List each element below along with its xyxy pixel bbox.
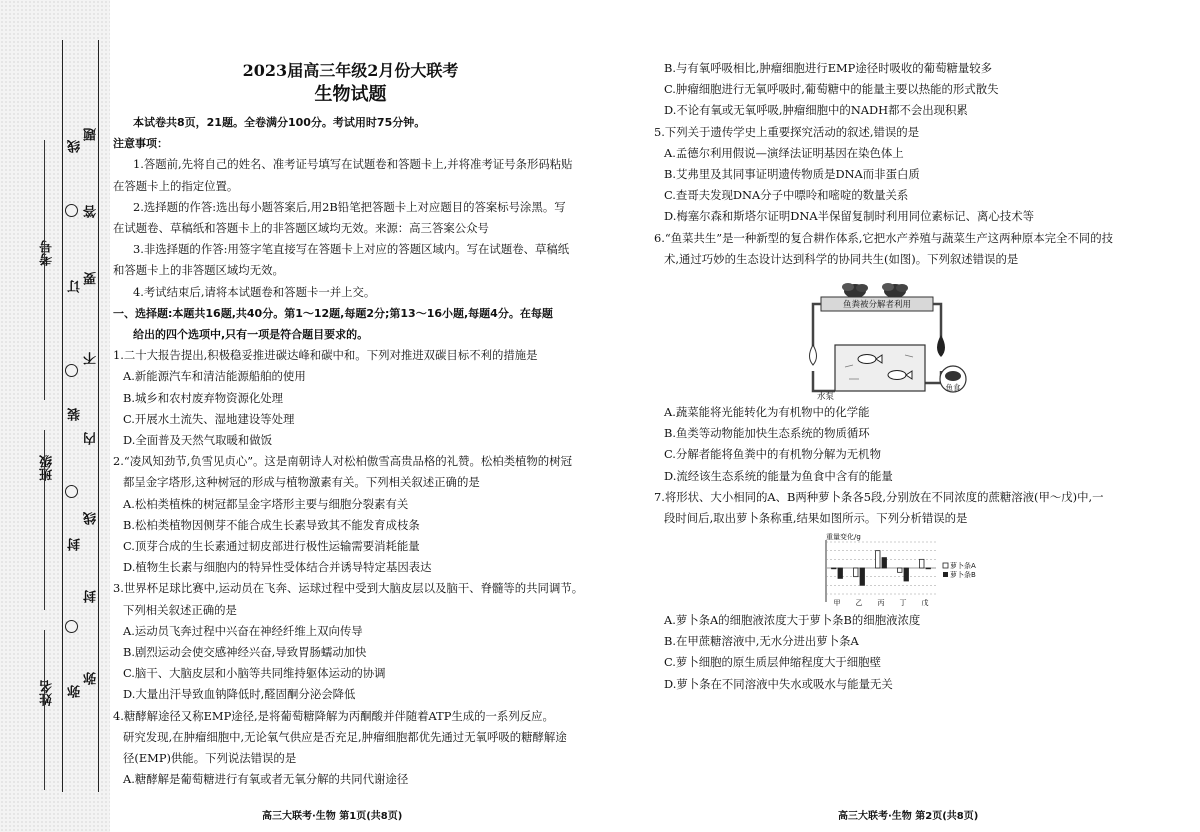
footer-page-1: 高三大联考·生物 第1页(共8页)	[262, 811, 403, 822]
option-c: C.脑干、大脑皮层和小脑等共同维持躯体运动的协调	[123, 666, 386, 681]
chart-ylabel: 重量变化/g	[826, 533, 861, 541]
subject-title: 生物试题	[314, 84, 387, 105]
page-1-column	[113, 60, 588, 791]
question-stem-cont: 下列相关叙述正确的是	[123, 602, 237, 617]
note-line: 在答题卡上的指定位置。	[113, 178, 239, 193]
option-d: D.大量出汗导致血钠降低时,醛固酮分泌会降低	[123, 687, 356, 702]
bar-b	[926, 568, 931, 569]
note-line: 1.答题前,先将自己的姓名、准考证号填写在试题卷和答题卡上,并将准考证号条形码粘贴	[133, 157, 573, 172]
option-d: D.全面普及天然气取暖和做饭	[123, 433, 273, 448]
label-exam-number: 考号	[40, 240, 55, 266]
legend	[943, 561, 976, 579]
exam-title: 2023届高三年级2月份大联考	[242, 61, 459, 80]
bar-b	[882, 558, 887, 568]
legend-label-a: 萝卜条A	[950, 562, 976, 570]
category-label: 甲	[833, 599, 841, 607]
seal-word: 封	[84, 590, 99, 603]
option-b: B.艾弗里及其同事证明遗传物质是DNA而非蛋白质	[664, 167, 920, 182]
exam-number-underline	[44, 140, 45, 400]
q4-option-c: C.肿瘤细胞进行无氧呼吸时,葡萄糖中的能量主要以热能的形式散失	[664, 82, 999, 97]
seal-circle	[65, 364, 78, 377]
exam-summary: 本试卷共8页，21题。全卷满分100分。考试用时75分钟。	[133, 116, 426, 129]
category-label: 乙	[855, 599, 863, 607]
category-label: 丙	[877, 599, 885, 607]
option-a: A.糖酵解是葡萄糖进行有氧或者无氧分解的共同代谢途径	[123, 772, 409, 787]
pump-label: 水泵	[817, 392, 835, 402]
seal-word: 弥	[68, 685, 83, 698]
seal-word: 弥	[84, 672, 99, 685]
q4-option-d: D.不论有氧或无氧呼吸,肿瘤细胞中的NADH都不会出现积累	[664, 103, 968, 118]
label-class: 班级	[40, 455, 55, 481]
label-name: 姓名	[40, 680, 55, 706]
seal-word: 线	[68, 140, 83, 153]
seal-circle	[65, 204, 78, 217]
question-stem-cont: 研究发现,在肿瘤细胞中,无论氧气供应是否充足,肿瘤细胞都优先通过无氧呼吸的糖酵解途	[123, 729, 567, 744]
seal-word: 装	[68, 408, 83, 421]
option-c: C.顶芽合成的生长素通过韧皮部进行极性运输需要消耗能量	[123, 539, 420, 554]
fish-food-label: 鱼食	[945, 383, 961, 392]
section-heading-cont: 给出的四个选项中,只有一项是符合题目要求的。	[133, 328, 369, 342]
question-stem: 1.二十大报告提出,积极稳妥推进碳达峰和碳中和。下列对推进双碳目标不利的措施是	[113, 348, 538, 363]
bar-b	[838, 568, 843, 578]
q4-option-b: B.与有氧呼吸相比,肿瘤细胞进行EMP途径时吸收的葡萄糖量较多	[664, 61, 993, 75]
question-7-stem	[654, 487, 1154, 529]
section-heading: 一、选择题:本题共16题,共40分。第1～12题,每题2分;第13～16小题,每题4分。在每题	[113, 306, 553, 320]
option-b: B.城乡和农村废弃物资源化处理	[123, 390, 284, 405]
question-2	[113, 451, 588, 578]
bar-a	[876, 551, 881, 568]
option-a: A.孟德尔利用假说—演绎法证明基因在染色体上	[664, 145, 904, 160]
bar-chart	[812, 530, 992, 610]
seal-circle	[65, 485, 78, 498]
q7-option-a: A.萝卜条A的细胞液浓度大于萝卜条B的细胞液浓度	[664, 613, 921, 627]
bar-a	[832, 568, 837, 569]
seal-word: 题	[84, 128, 99, 141]
option-b: B.剧烈运动会使交感神经兴奋,导致胃肠蠕动加快	[123, 645, 367, 660]
question-stem-cont: 段时间后,取出萝卜条称重,结果如图所示。下列分析错误的是	[664, 511, 968, 526]
seal-line-outer	[62, 40, 63, 792]
seal-circle	[65, 620, 78, 633]
binding-margin	[0, 0, 110, 832]
bar-b	[860, 568, 865, 585]
option-a: A.新能源汽车和清洁能源船舶的使用	[123, 369, 306, 384]
option-d: D.植物生长素与细胞内的特异性受体结合并诱导特定基因表达	[123, 560, 432, 575]
aquaponics-diagram	[805, 283, 970, 403]
question-stem-cont: 径(EMP)供能。下列说法错误的是	[123, 751, 297, 766]
note-line: 4.考试结束后,请将本试题卷和答题卡一并上交。	[133, 284, 376, 299]
fish-tank	[835, 345, 925, 391]
question-4	[113, 706, 588, 791]
q6-option-b: B.鱼类等动物能加快生态系统的物质循环	[664, 426, 870, 441]
seal-word: 订	[68, 280, 83, 293]
question-stem-cont: 都呈金字塔形,这种树冠的形成与植物激素有关。下列相关叙述正确的是	[123, 475, 480, 490]
name-underline	[44, 630, 45, 790]
q6-option-d: D.流经该生态系统的能量为鱼食中含有的能量	[664, 468, 893, 483]
bar-a	[854, 568, 859, 577]
page-2-column-q7-options	[654, 610, 1154, 695]
bar-b	[904, 568, 909, 581]
option-a: A.松柏类植株的树冠都呈金字塔形主要与细胞分裂素有关	[123, 496, 409, 511]
category-label: 戊	[921, 599, 929, 607]
note-line: 和答题卡上的非答题区域均无效。	[113, 263, 284, 278]
legend-swatch-b	[943, 572, 948, 577]
seal-word: 内	[84, 432, 99, 445]
question-stem-cont: 术,通过巧妙的生态设计达到科学的协同共生(如图)。下列叙述错误的是	[664, 251, 1019, 266]
option-b: B.松柏类植物因侧芽不能合成生长素导致其不能发育成枝条	[123, 517, 420, 532]
question-stem: 4.糖酵解途径又称EMP途径,是将葡萄糖降解为丙酮酸并伴随着ATP生成的一系列反应。	[113, 708, 554, 723]
seal-word: 线	[84, 512, 99, 525]
seal-word: 封	[68, 538, 83, 551]
page-2-column-top	[654, 58, 1154, 270]
question-stem: 6.“鱼菜共生”是一种新型的复合耕作体系,它把水产养殖与蔬菜生产这两种原本完全不同的技	[654, 230, 1113, 245]
question-stem: 5.下列关于遗传学史上重要探究活动的叙述,错误的是	[654, 124, 920, 139]
option-d: D.梅塞尔森和斯塔尔证明DNA半保留复制时利用同位素标记、离心技术等	[664, 209, 1035, 224]
q7-option-b: B.在甲蔗糖溶液中,无水分进出萝卜条A	[664, 634, 859, 649]
fish-food-pile-icon	[945, 371, 961, 381]
question-stem: 3.世界杯足球比赛中,运动员在飞奔、运球过程中受到大脑皮层以及脑干、脊髓等的共同调节。	[113, 581, 584, 596]
option-c: C.开展水土流失、湿地建设等处理	[123, 411, 295, 426]
option-a: A.运动员飞奔过程中兴奋在神经纤维上双向传导	[123, 623, 363, 638]
question-stem: 7.将形状、大小相同的A、B两种萝卜条各5段,分别放在不同浓度的蔗糖溶液(甲～戊)中,一	[654, 489, 1104, 504]
weight-change-chart	[812, 530, 992, 610]
question-1	[113, 345, 588, 451]
legend-swatch-a	[943, 563, 948, 568]
note-line: 在试题卷、草稿纸和答题卡上的非答题区域均无效。来源：高三答案公众号	[113, 221, 489, 236]
class-underline	[44, 430, 45, 610]
note-line: 3.非选择题的作答:用签字笔直接写在答题卡上对应的答题区域内。写在试题卷、草稿纸	[133, 242, 570, 257]
q7-option-c: C.萝卜细胞的原生质层伸缩程度大于细胞壁	[664, 655, 881, 670]
grow-bed-label: 鱼粪被分解者利用	[842, 300, 912, 310]
legend-label-b: 萝卜条B	[950, 571, 976, 579]
bar-a	[920, 559, 925, 568]
notes-title: 注意事项：	[113, 137, 168, 151]
footer-page-2: 高三大联考·生物 第2页(共8页)	[838, 811, 979, 822]
q7-option-d: D.萝卜条在不同溶液中失水或吸水与能量无关	[664, 676, 893, 691]
seal-word: 不	[84, 352, 99, 365]
q6-option-c: C.分解者能将鱼粪中的有机物分解为无机物	[664, 447, 881, 462]
category-label: 丁	[899, 599, 907, 607]
seal-word: 答	[84, 205, 99, 218]
question-5	[654, 122, 1154, 228]
option-c: C.查哥夫发现DNA分子中嘌呤和嘧啶的数量关系	[664, 188, 909, 203]
note-line: 2.选择题的作答:选出每小题答案后,用2B铅笔把答题卡上对应题目的答案标号涂黑。写	[133, 199, 566, 214]
question-3	[113, 578, 588, 705]
aquaponics-figure	[805, 283, 970, 403]
question-stem: 2.“凌风知劲节,负雪见贞心”。这是南朝诗人对松柏傲雪高贵品格的礼赞。松柏类植物的树冠	[113, 454, 572, 469]
page-2-column-bottom	[654, 402, 1154, 529]
q6-option-a: A.蔬菜能将光能转化为有机物中的化学能	[664, 405, 870, 419]
seal-word: 要	[84, 272, 99, 285]
question-6-stem	[654, 228, 1154, 270]
bar-a	[898, 568, 903, 572]
